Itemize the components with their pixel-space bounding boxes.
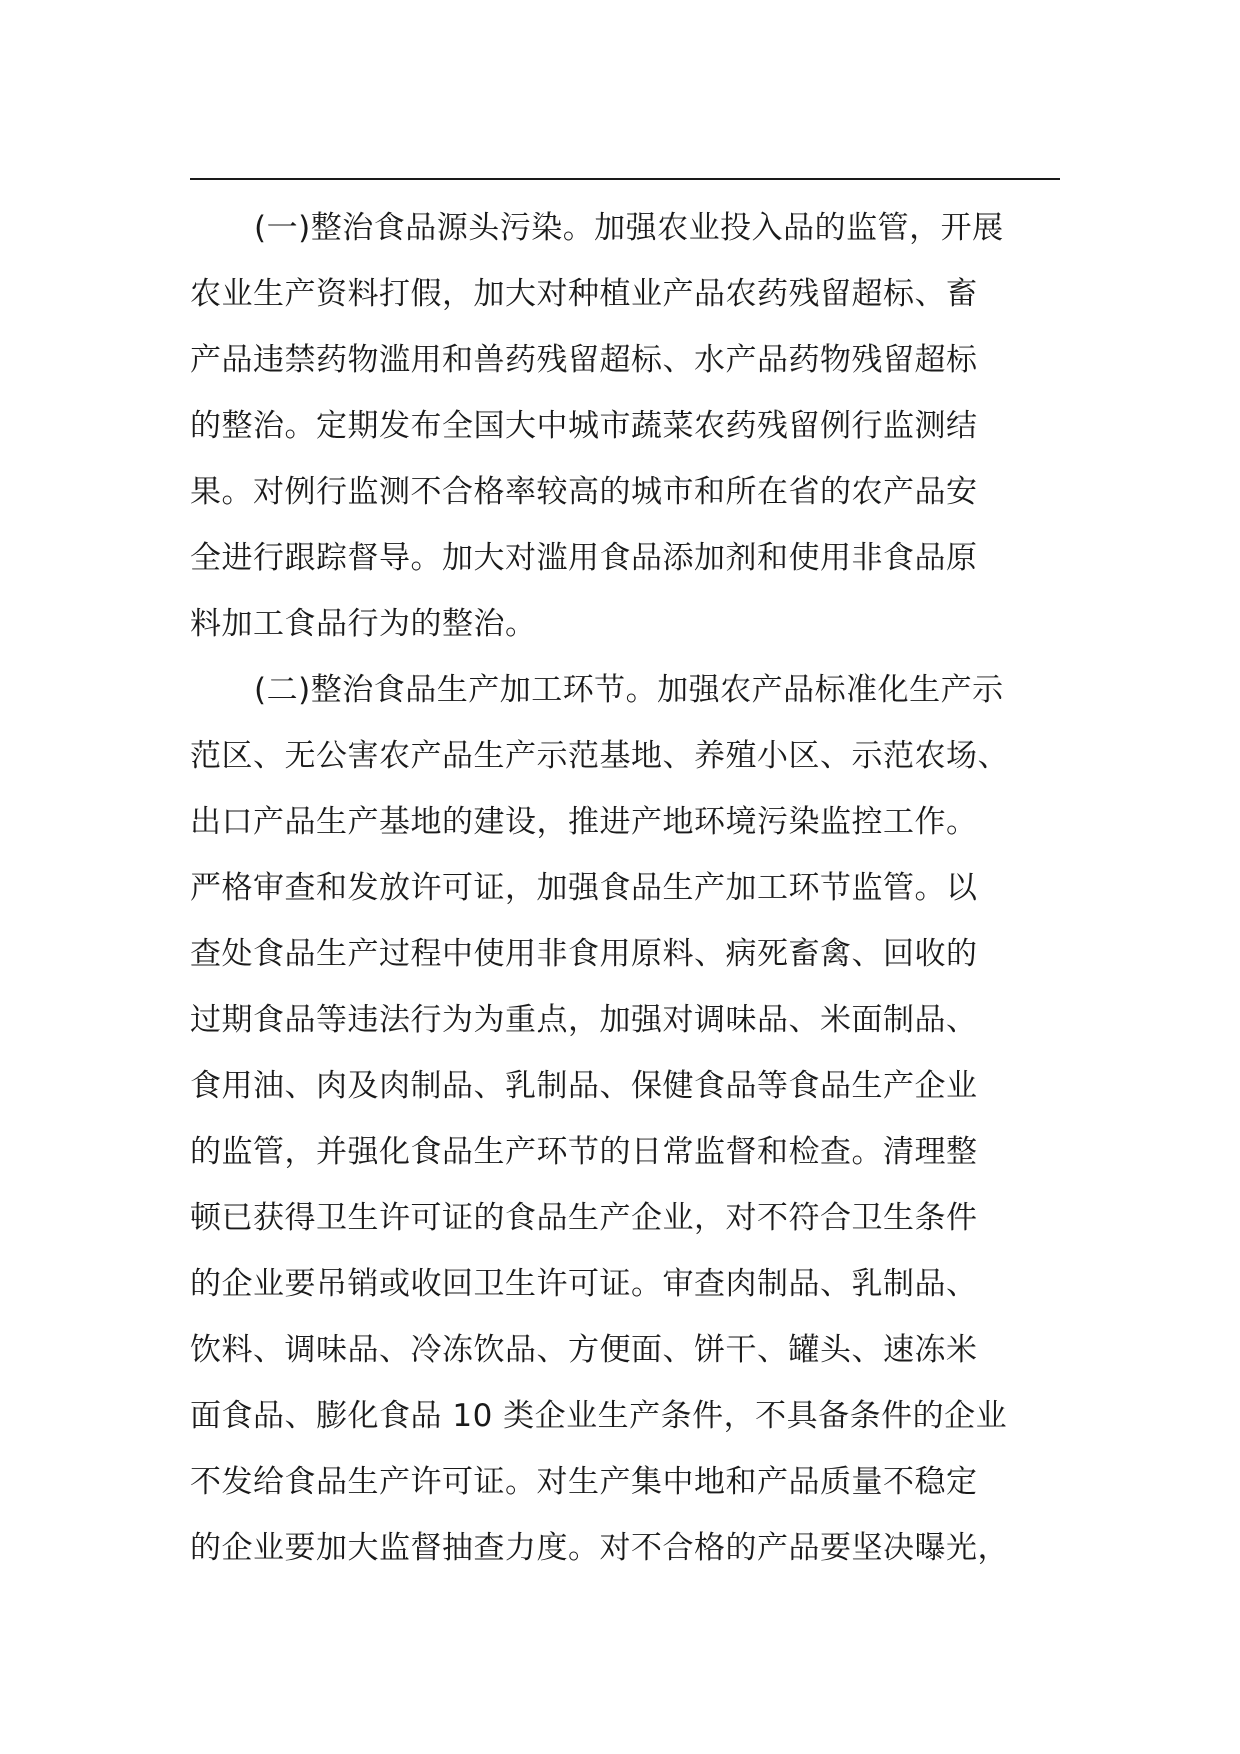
- text-line: 食用油、肉及肉制品、乳制品、保健食品等食品生产企业: [190, 1068, 978, 1104]
- text-line: 果。对例行监测不合格率较高的城市和所在省的农产品安: [190, 474, 978, 510]
- text-line: 面食品、膨化食品 10 类企业生产条件，不具备条件的企业: [190, 1398, 1008, 1434]
- text-line: 不发给食品生产许可证。对生产集中地和产品质量不稳定: [190, 1464, 978, 1500]
- text-line: 的监管，并强化食品生产环节的日常监督和检查。清理整: [190, 1134, 978, 1170]
- text-line: 范区、无公害农产品生产示范基地、养殖小区、示范农场、: [190, 738, 1009, 774]
- text-line: (二)整治食品生产加工环节。加强农产品标准化生产示: [254, 672, 1004, 708]
- text-line: 全进行跟踪督导。加大对滥用食品添加剂和使用非食品原: [190, 540, 978, 576]
- paragraph-2: [190, 657, 1060, 1581]
- text-line: 农业生产资料打假，加大对种植业产品农药残留超标、畜: [190, 276, 978, 312]
- text-line: 产品违禁药物滥用和兽药残留超标、水产品药物残留超标: [190, 342, 978, 378]
- text-line: 饮料、调味品、冷冻饮品、方便面、饼干、罐头、速冻米: [190, 1332, 978, 1368]
- text-line: 过期食品等违法行为为重点，加强对调味品、米面制品、: [190, 1002, 978, 1038]
- header-rule: [190, 178, 1060, 180]
- text-line: 的整治。定期发布全国大中城市蔬菜农药残留例行监测结: [190, 408, 978, 444]
- text-line: (一)整治食品源头污染。加强农业投入品的监管，开展: [254, 210, 1004, 246]
- text-line: 查处食品生产过程中使用非食用原料、病死畜禽、回收的: [190, 936, 978, 972]
- text-line: 的企业要加大监督抽查力度。对不合格的产品要坚决曝光，: [190, 1530, 1009, 1566]
- text-line: 料加工食品行为的整治。: [190, 606, 537, 642]
- text-line: 顿已获得卫生许可证的食品生产企业，对不符合卫生条件: [190, 1200, 978, 1236]
- text-line: 严格审查和发放许可证，加强食品生产加工环节监管。以: [190, 870, 978, 906]
- document-body: [190, 195, 1060, 1581]
- text-line: 的企业要吊销或收回卫生许可证。审查肉制品、乳制品、: [190, 1266, 978, 1302]
- paragraph-1: [190, 195, 1060, 657]
- text-line: 出口产品生产基地的建设，推进产地环境污染监控工作。: [190, 804, 978, 840]
